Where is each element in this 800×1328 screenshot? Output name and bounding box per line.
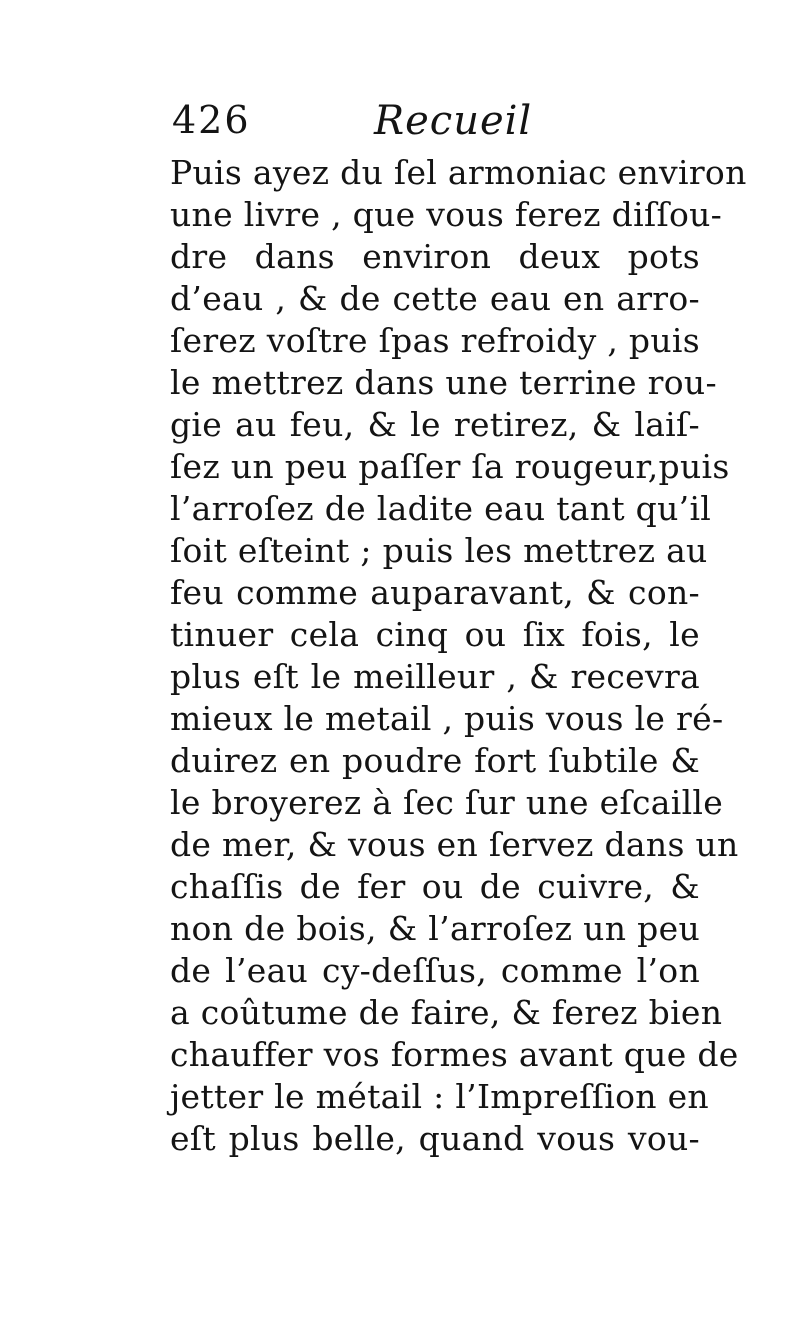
text-line: eſt plus belle, quand vous vou- — [170, 1119, 700, 1158]
text-line: le mettrez dans une terrine rou- — [170, 363, 717, 402]
text-line: dre dans environ deux pots — [170, 237, 700, 276]
text-line: de l’eau cy-deſſus, comme l’on — [170, 951, 700, 990]
text-line: ſerez voſtre ſpas refroidy , puis — [170, 321, 700, 360]
text-line: chaſſis de fer ou de cuivre, & — [170, 867, 700, 906]
text-line: ſoit eſteint ; puis les mettrez au — [170, 531, 708, 570]
text-line: non de bois, & l’arroſez un peu — [170, 909, 700, 948]
text-line: ſez un peu paſſer ſa rougeur,puis — [170, 447, 730, 486]
text-line: Puis ayez du ſel armoniac environ — [170, 153, 747, 192]
body-text — [170, 152, 747, 1160]
text-line: chauffer vos formes avant que de — [170, 1035, 739, 1074]
text-line: duirez en poudre fort ſubtile & — [170, 741, 700, 780]
page-number: 426 — [172, 98, 251, 142]
text-line: de mer, & vous en ſervez dans un — [170, 825, 739, 864]
text-line: a coûtume de faire, & ferez bien — [170, 993, 723, 1032]
text-line: gie au feu, & le retirez, & laiſ- — [170, 405, 700, 444]
text-line: jetter le métail : l’Impreſſion en — [170, 1077, 709, 1116]
text-line: d’eau , & de cette eau en arro- — [170, 279, 700, 318]
text-line: une livre , que vous ferez diſſou- — [170, 195, 723, 234]
page-header — [168, 98, 708, 148]
text-line: mieux le metail , puis vous le ré- — [170, 699, 724, 738]
text-line: plus eſt le meilleur , & recevra — [170, 657, 700, 696]
text-line: le broyerez à ſec ſur une eſcaille — [170, 783, 724, 822]
text-line: feu comme auparavant, & con- — [170, 573, 700, 612]
text-line: tinuer cela cinq ou ſix fois, le — [170, 615, 700, 654]
running-head: Recueil — [374, 98, 533, 144]
text-line: l’arroſez de ladite eau tant qu’il — [170, 489, 712, 528]
